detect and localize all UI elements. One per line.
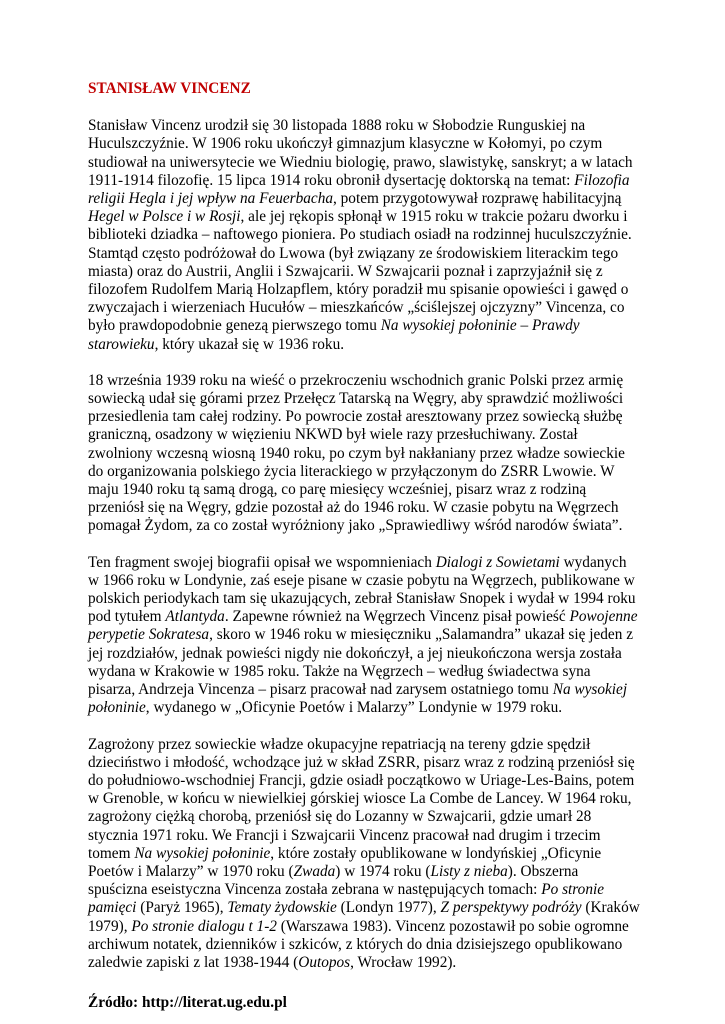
text-run: (Warszawa 1983). Vincenz pozostawił po sobie ogromne archiwum notatek, dzienników i szkiców, z których do dnia dzisiejszego opublikowano zaledwie zapiski z lat 1938-1944 (: [88, 917, 629, 971]
italic-title: Filozofia religii Hegla i jej wpływ na Feuerbacha: [88, 171, 630, 208]
italic-title: Outopos: [298, 953, 351, 971]
italic-title: Atlantyda: [165, 608, 225, 626]
text-run: , ale jej rękopis spłonął w 1915 roku w trakcie pożaru dworku i biblioteki dziadka – naftowego pioniera. Po studiach osiadł na rodzinnej huculszczyźnie. Stamtąd często podróżował do Lwowa (był związany ze środowiskiem literackim tego miasta) oraz do Austrii, Anglii i Szwajcarii. W Szwajcarii poznał i zaprzyjaźnił się z filozofem Rudolfem Marią Holzapflem, który poradził mu spisanie opowieści i gawęd o zwyczajach i wierzeniach Hucułów – mieszkańców „ściślejszej ojczyzny” Vincenza, co było prawdopodobnie genezą pierwszego tomu: [88, 208, 632, 335]
text-run: (Paryż 1965),: [136, 899, 228, 917]
italic-title: Z perspektywy podróży: [440, 899, 582, 917]
document-body: [88, 117, 640, 972]
italic-title: Zwada: [293, 862, 336, 880]
italic-title: Listy z nieba: [430, 862, 508, 880]
text-run: Stanisław Vincenz urodził się 30 listopada 1888 roku w Słobodzie Runguskiej na Huculszczyźnie. W 1906 roku ukończył gimnazjum klasyczne w Kołomyi, po czym studiował na uniwersytecie we Wiedniu biologię, prawo, slawistykę, sanskryt; a w latach 1911-1914 filozofię. 15 lipca 1914 roku obronił dysertację doktorską na temat:: [88, 117, 633, 189]
italic-title: Hegel w Polsce i w Rosji: [88, 208, 241, 226]
text-run: , Wrocław 1992).: [350, 953, 457, 971]
text-run: (Kraków 1979),: [88, 899, 640, 935]
text-run: , potem przygotowywał rozprawę habilitacyjną: [333, 190, 622, 208]
text-run: , który ukazał się w 1936 roku.: [154, 335, 345, 353]
source-line: Źródło: http://literat.ug.edu.pl: [88, 994, 287, 1012]
italic-title: Tematy żydowskie: [227, 899, 337, 917]
italic-title: Na wysokiej połoninie: [88, 681, 628, 717]
text-run: ) w 1974 roku (: [335, 862, 431, 880]
text-run: Ten fragment swojej biografii opisał we wspomnieniach: [88, 553, 436, 571]
text-run: wydanych w 1966 roku w Londynie, zaś eseje pisane w czasie pobytu na Węgrzech, publikowane w polskich periodykach tam się ukazujących, zebrał Stanisław Snopek i wydał w 1994 roku pod tytułem: [88, 553, 636, 626]
text-run: Zagrożony przez sowieckie władze okupacyjne repatriacją na tereny gdzie spędził dzieciństwo i młodość, wchodzące już w skład ZSRR, pisarz wraz z rodziną przeniósł się do południowo-wschodniej Francji, gdzie osiadł początkowo w Uriage-Les-Bains, potem w Grenoble, w końcu w niewielkiej górskiej wiosce La Combe de Lancey. W 1964 roku, zagrożony ciężką chorobą, przeniósł się do Lozanny w Szwajcarii, gdzie umarł 28 stycznia 1971 roku. We Francji i Szwajcarii Vincenz pracował nad drugim i trzecim tomem: [88, 735, 635, 862]
italic-title: Na wysokiej połoninie – Prawdy starowieku: [88, 317, 580, 353]
paragraph-2: [88, 372, 640, 536]
italic-title: Dialogi z Sowietami: [435, 553, 560, 571]
italic-title: Po stronie pamięci: [88, 881, 605, 917]
text-run: , skoro w 1946 roku w miesięczniku „Salamandra” ukazał się jeden z jej rozdziałów, jednak powieści nigdy nie dokończył, a jej nieukończona wersja została wydana w Krakowie w 1985 roku. Także na Węgrzech – według świadectwa syna pisarza, Andrzeja Vincenza – pisarz pracował nad zarysem ostatniego tomu: [88, 626, 633, 699]
italic-title: Powojenne perypetie Sokratesa: [88, 608, 638, 644]
document-page: [88, 80, 640, 1012]
text-run: (Londyn 1977),: [336, 899, 441, 917]
document-title: STANISŁAW VINCENZ: [88, 80, 251, 97]
text-run: 18 września 1939 roku na wieść o przekroczeniu wschodnich granic Polski przez armię sowiecką udał się górami przez Przełęcz Tatarską na Węgry, aby sprawdzić możliwości przesiedlenia tam całej rodziny. Po powrocie został aresztowany przez sowiecką służbę graniczną, osadzony w więzieniu NKWD był wiele razy przesłuchiwany. Został zwolniony wczesną wiosną 1940 roku, po czym był nakłaniany przez władze sowieckie do organizowania polskiego życia literackiego w przyłączonym do ZSRR Lwowie. W maju 1940 roku tą samą drogą, co parę miesięcy wcześniej, pisarz wraz z rodziną przeniósł się na Węgry, gdzie pozostał aż do 1946 roku. W czasie pobytu na Węgrzech pomagał Żydom, za co został wyróżniony jako „Sprawiedliwy wśród narodów świata”.: [88, 371, 625, 535]
paragraph-4: [88, 736, 640, 973]
text-run: ). Obszerna spuścizna eseistyczna Vincenza została zebrana w następujących tomach:: [88, 862, 579, 899]
text-run: , wydanego w „Oficynie Poetów i Malarzy” Londynie w 1979 roku.: [145, 699, 563, 717]
paragraph-1: [88, 117, 640, 354]
text-run: . Zapewne również na Węgrzech Vincenz pisał powieść: [224, 608, 570, 626]
italic-title: Po stronie dialogu t 1-2: [131, 917, 277, 935]
paragraph-3: [88, 554, 640, 718]
text-run: , które zostały opublikowane w londyńskiej „Oficynie Poetów i Malarzy” w 1970 roku (: [88, 844, 602, 880]
italic-title: Na wysokiej połoninie: [134, 844, 271, 862]
